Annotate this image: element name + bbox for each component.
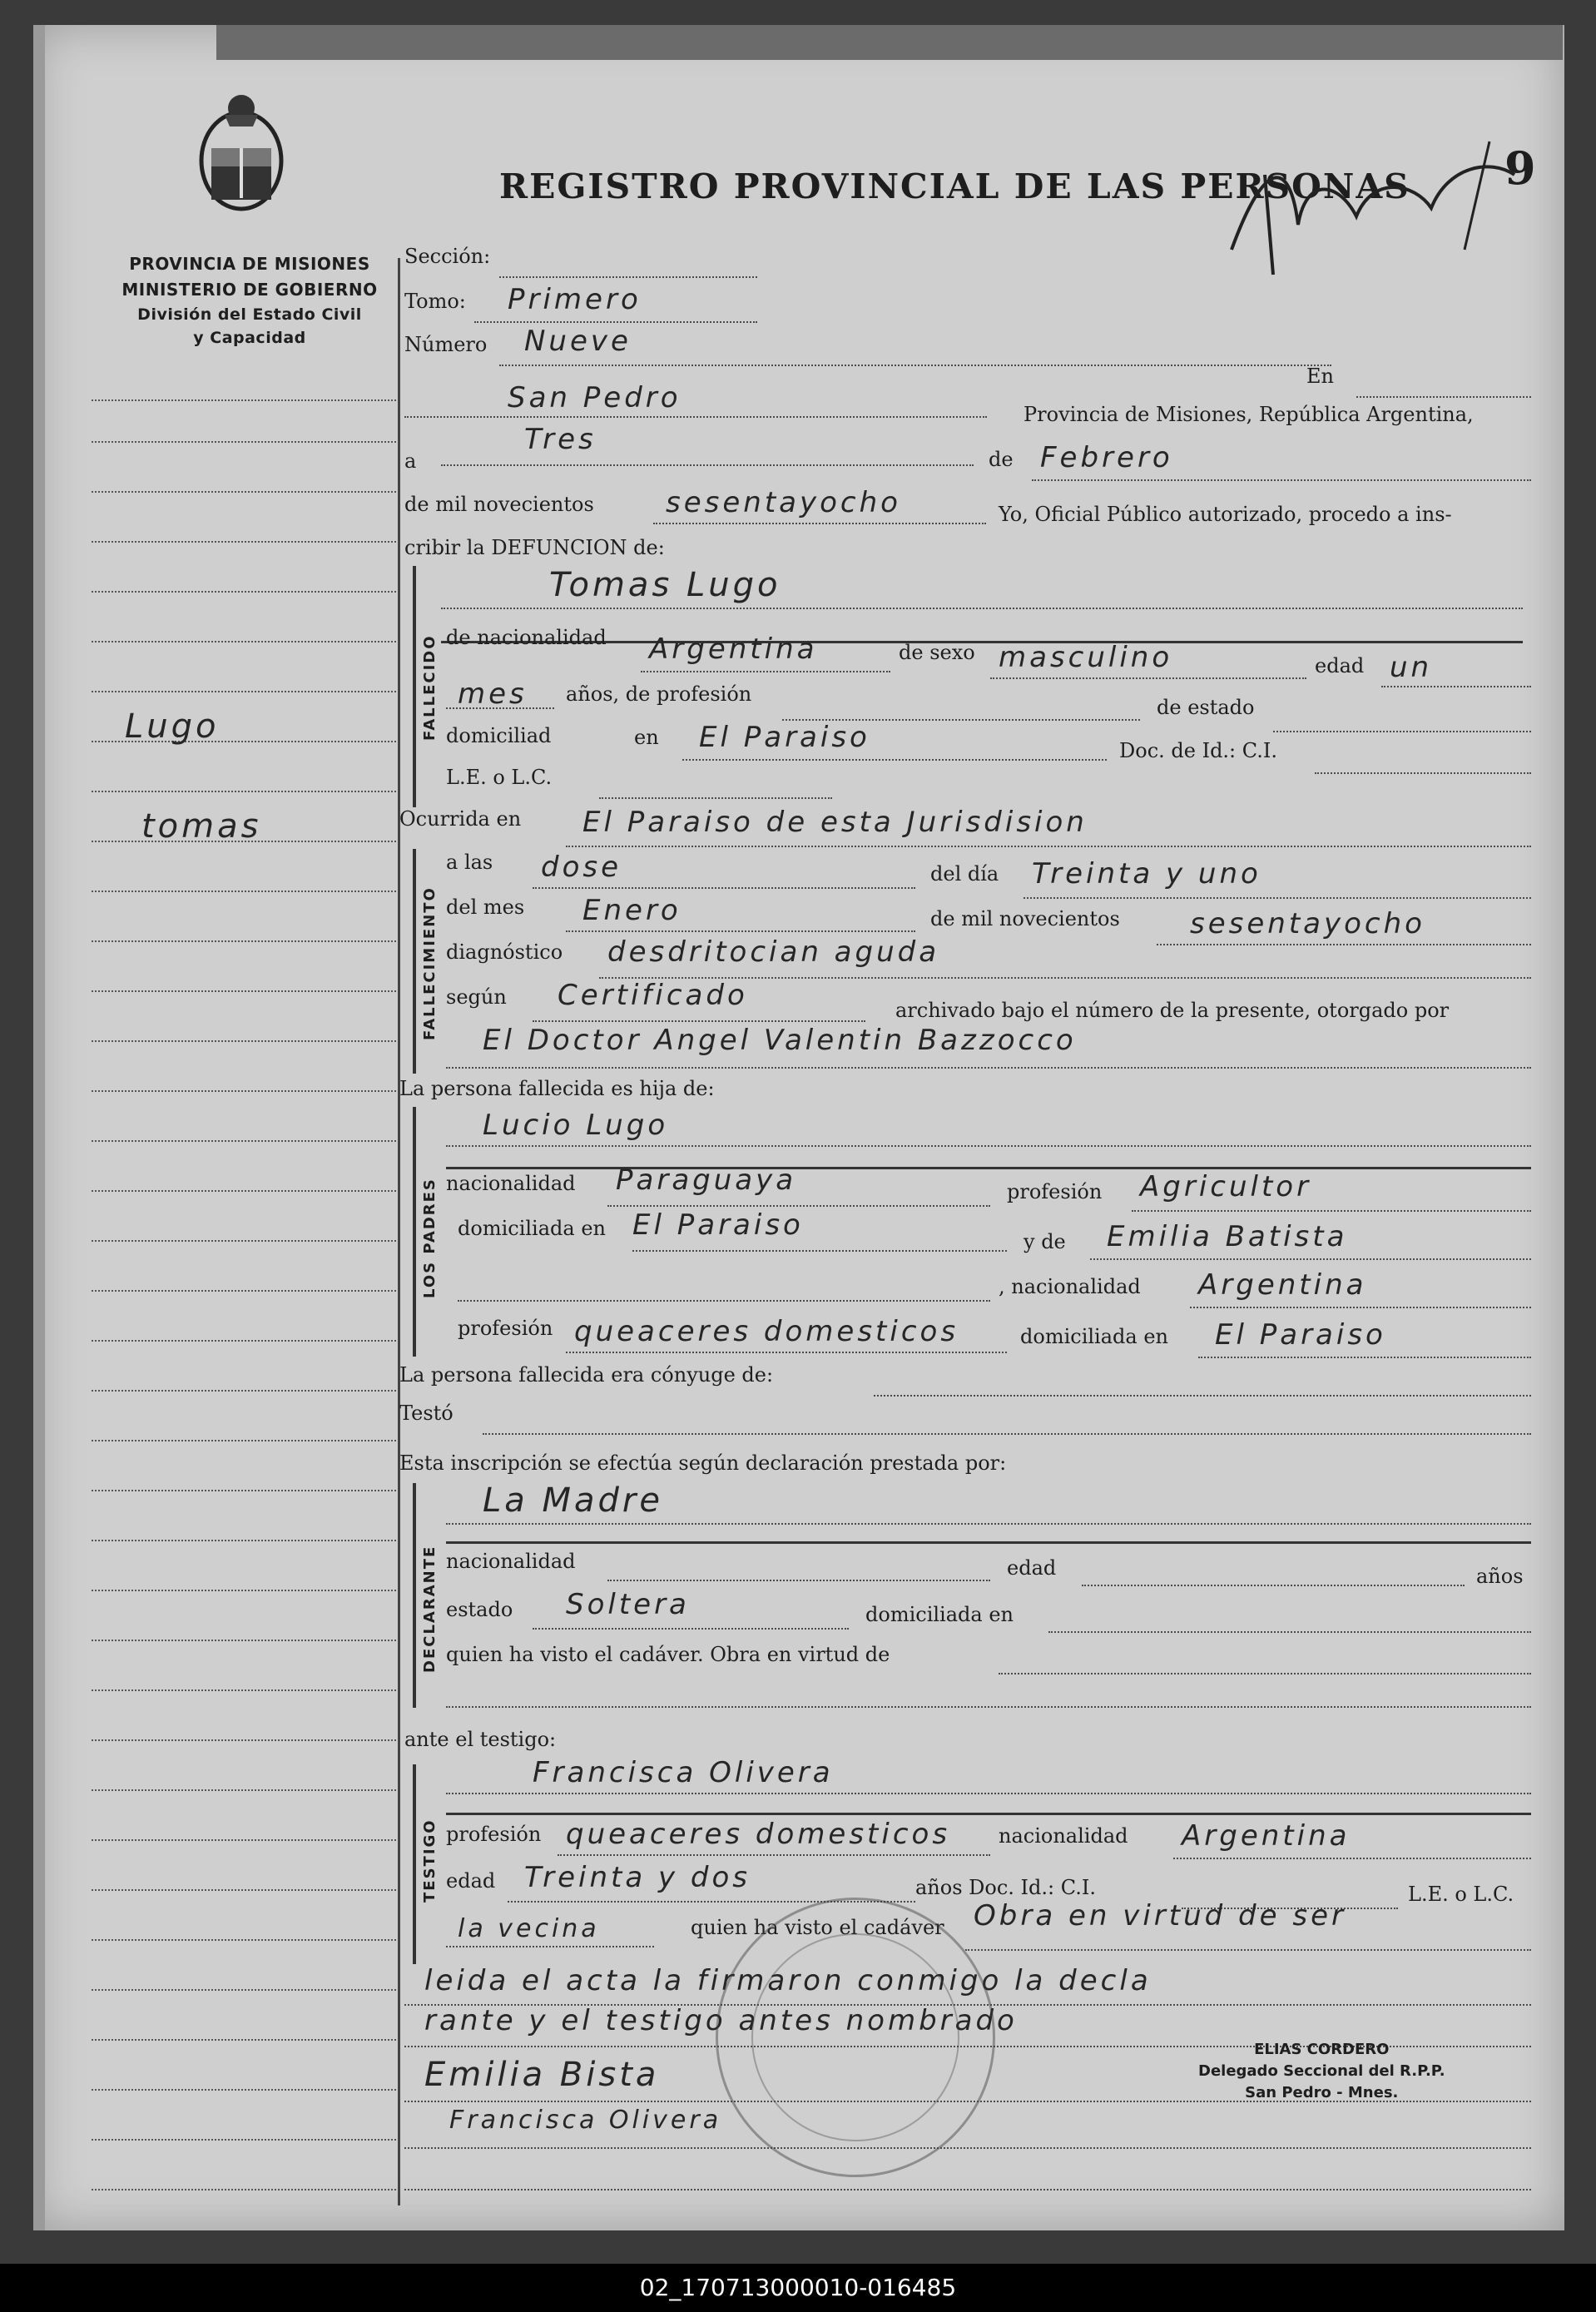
del-mes-label: del mes bbox=[446, 896, 525, 919]
inscripcion-label: Esta inscripción se efectúa según declaración prestada por: bbox=[399, 1451, 1007, 1475]
dia-line bbox=[441, 464, 974, 466]
lugar-value: San Pedro bbox=[508, 381, 682, 414]
madre-domicilio-value: El Paraiso bbox=[1215, 1318, 1386, 1352]
stub-line bbox=[92, 791, 399, 792]
stub-line bbox=[92, 1839, 399, 1841]
cierre-line2: rante y el testigo antes nombrado bbox=[424, 2004, 1018, 2037]
padre-value: Lucio Lugo bbox=[483, 1109, 669, 1142]
stub-line bbox=[92, 891, 399, 892]
oficial-label: Yo, Oficial Público autorizado, procedo a ins- bbox=[999, 503, 1452, 526]
le-lc-label: L.E. o L.C. bbox=[446, 766, 553, 789]
stub-line bbox=[92, 2189, 399, 2190]
stub-line bbox=[92, 1689, 399, 1691]
decl-visto-line bbox=[999, 1673, 1531, 1674]
coat-of-arms-icon bbox=[191, 90, 291, 215]
division-line1: División del Estado Civil bbox=[137, 305, 362, 324]
cribir-label: cribir la DEFUNCION de: bbox=[404, 536, 665, 559]
madre-nacionalidad-label: , nacionalidad bbox=[999, 1275, 1141, 1298]
stub-line bbox=[92, 2139, 399, 2141]
edad-label: edad bbox=[1315, 654, 1365, 677]
decl-anos-label: años bbox=[1476, 1565, 1524, 1588]
test-anos-label: años Doc. Id.: C.I. bbox=[915, 1876, 1096, 1899]
doc-id-label: Doc. de Id.: C.I. bbox=[1119, 739, 1278, 762]
stub-line bbox=[92, 1390, 399, 1392]
decl-domiciliada-line bbox=[1048, 1631, 1531, 1633]
padre-profesion-label: profesión bbox=[1007, 1180, 1103, 1203]
padre-domicilio-line bbox=[632, 1250, 1007, 1252]
division-line2: y Capacidad bbox=[193, 329, 306, 347]
ocurrida-line bbox=[566, 846, 1531, 847]
padre-line bbox=[446, 1145, 1531, 1147]
test-nacionalidad-value: Argentina bbox=[1182, 1819, 1351, 1853]
de-mil2-label: de mil novecientos bbox=[930, 907, 1120, 930]
decl-estado-line bbox=[533, 1628, 849, 1630]
madre-profesion-line bbox=[566, 1352, 1007, 1353]
decl-visto-label: quien ha visto el cadáver. Obra en virtud de bbox=[446, 1643, 890, 1666]
hora-value: dose bbox=[541, 851, 622, 884]
testo-line bbox=[483, 1433, 1531, 1435]
cierre-line1: leida el acta la firmaron conmigo la decla bbox=[424, 1964, 1152, 1997]
a-label: a bbox=[404, 449, 417, 473]
firma-extra-line bbox=[404, 2189, 1531, 2190]
numero-label: Número bbox=[404, 333, 488, 356]
padre-profesion-line bbox=[1132, 1210, 1531, 1212]
lugar-line bbox=[404, 416, 987, 418]
top-signature-icon bbox=[1215, 125, 1531, 300]
stub-line bbox=[92, 990, 399, 992]
decl-edad-line bbox=[1082, 1585, 1465, 1586]
official-stamp bbox=[716, 1898, 995, 2177]
doc-id-line bbox=[1315, 772, 1531, 774]
edad-value: un bbox=[1390, 651, 1433, 684]
stub-line bbox=[92, 1090, 399, 1092]
padre-nacionalidad-line bbox=[607, 1205, 990, 1207]
decl-nacionalidad-line bbox=[607, 1580, 990, 1581]
mes-value: Febrero bbox=[1040, 441, 1173, 474]
ante-testigo-label: ante el testigo: bbox=[404, 1728, 557, 1751]
sexo-value: masculino bbox=[999, 641, 1173, 674]
stub-line bbox=[92, 591, 399, 593]
test-profesion-line bbox=[558, 1854, 990, 1856]
stub-line bbox=[92, 1240, 399, 1242]
declarante-bracket bbox=[413, 1483, 416, 1708]
stub-line bbox=[92, 1739, 399, 1741]
nacionalidad-value: Argentina bbox=[649, 633, 818, 666]
hija-de-label: La persona fallecida es hija de: bbox=[399, 1077, 715, 1100]
provincia-label: Provincia de Misiones, República Argentina, bbox=[1024, 403, 1474, 426]
ocurrida-label: Ocurrida en bbox=[399, 807, 522, 831]
official-place: San Pedro - Mnes. bbox=[1245, 2084, 1399, 2101]
seccion-label: Sección: bbox=[404, 245, 491, 268]
nombre-line bbox=[441, 608, 1523, 609]
testigo-bracket bbox=[413, 1764, 416, 1964]
en-label: En bbox=[1306, 365, 1334, 388]
fallecido-nombre: Tomas Lugo bbox=[549, 566, 781, 604]
madre-blank-line bbox=[458, 1300, 990, 1302]
estado-line bbox=[1273, 731, 1531, 732]
stub-line bbox=[92, 2089, 399, 2091]
tomo-label: Tomo: bbox=[404, 290, 466, 313]
firma-madre: Emilia Bista bbox=[424, 2056, 660, 2094]
stub-line bbox=[92, 441, 399, 443]
numero-line bbox=[499, 365, 1331, 366]
mes-line bbox=[1032, 479, 1531, 481]
document-page bbox=[33, 25, 1564, 2230]
archivado-label: archivado bajo el número de la presente, otorgado por bbox=[895, 999, 1450, 1022]
segun-line bbox=[533, 1020, 865, 1022]
decl-estado-label: estado bbox=[446, 1598, 513, 1621]
decl-estado-value: Soltera bbox=[566, 1588, 690, 1621]
padres-bracket bbox=[413, 1107, 416, 1357]
padre-domicilio-value: El Paraiso bbox=[632, 1208, 804, 1242]
declarante-value: La Madre bbox=[483, 1481, 663, 1520]
firma-testigo-line bbox=[404, 2147, 1531, 2149]
stub-line bbox=[92, 1540, 399, 1541]
fallecido-side-label: FALLECIDO bbox=[421, 634, 439, 741]
seccion-line bbox=[499, 276, 757, 278]
stub-line bbox=[92, 1190, 399, 1192]
stub-line bbox=[92, 691, 399, 692]
stub-line bbox=[92, 641, 399, 642]
issuer-header bbox=[92, 251, 408, 350]
stub-line bbox=[92, 2039, 399, 2041]
padre-nacionalidad-value: Paraguaya bbox=[616, 1163, 797, 1197]
dia-fallecimiento-value: Treinta y uno bbox=[1032, 857, 1261, 891]
anio-fallecimiento-value: sesentayocho bbox=[1190, 907, 1425, 940]
mes-fallecimiento-line bbox=[566, 930, 915, 932]
madre-line bbox=[1090, 1258, 1531, 1260]
madre-profesion-label: profesión bbox=[458, 1317, 553, 1340]
nacionalidad-line bbox=[641, 671, 890, 672]
test-profesion-label: profesión bbox=[446, 1823, 542, 1846]
dia-value: Tres bbox=[524, 423, 597, 456]
document-title: REGISTRO PROVINCIAL DE LAS PERSONAS bbox=[499, 166, 1410, 206]
padres-side-label: LOS PADRES bbox=[421, 1178, 439, 1298]
test-nacionalidad-line bbox=[1173, 1858, 1531, 1859]
conyuge-line bbox=[874, 1395, 1531, 1397]
segun-label: según bbox=[446, 985, 507, 1009]
diagnostico-value: desdritocian aguda bbox=[607, 935, 940, 969]
official-stamp-inner bbox=[751, 1933, 959, 2141]
hora-line bbox=[533, 887, 915, 889]
le-lc-line bbox=[599, 797, 832, 799]
stub-line bbox=[92, 1340, 399, 1342]
madre-profesion-value: queaceres domesticos bbox=[574, 1315, 959, 1348]
domicilio-value: El Paraiso bbox=[699, 721, 870, 754]
medico-value: El Doctor Angel Valentin Bazzocco bbox=[483, 1024, 1077, 1057]
margin-divider bbox=[398, 258, 400, 2205]
ministry-name: MINISTERIO DE GOBIERNO bbox=[121, 280, 378, 300]
official-title: Delegado Seccional del R.P.P. bbox=[1198, 2062, 1445, 2080]
test-profesion-value: queaceres domesticos bbox=[566, 1818, 951, 1851]
file-id-bar bbox=[0, 2264, 1596, 2312]
de-label: de bbox=[989, 448, 1014, 471]
segun-value: Certificado bbox=[558, 979, 748, 1012]
anio-value: sesentayocho bbox=[666, 486, 901, 519]
stub-line bbox=[92, 1789, 399, 1791]
fallecido-bracket bbox=[413, 566, 416, 807]
stub-line bbox=[92, 541, 399, 543]
en2-label: en bbox=[634, 726, 659, 749]
edad-unidad-line bbox=[446, 707, 554, 709]
sexo-line bbox=[990, 677, 1306, 679]
y-de-label: y de bbox=[1024, 1230, 1066, 1253]
stub-line bbox=[92, 1989, 399, 1991]
declarante-line bbox=[446, 1523, 1531, 1525]
stub-line bbox=[92, 1590, 399, 1591]
test-visto-label: quien ha visto el cadáver bbox=[691, 1916, 944, 1939]
official-signature-block bbox=[1198, 2039, 1445, 2104]
edad-line bbox=[1381, 686, 1531, 687]
testo-label: Testó bbox=[399, 1402, 454, 1425]
testigo-underline bbox=[446, 1813, 1531, 1815]
nacionalidad-label: de nacionalidad bbox=[446, 626, 607, 649]
madre-nacionalidad-value: Argentina bbox=[1198, 1268, 1367, 1302]
official-name: ELIAS CORDERO bbox=[1254, 2041, 1390, 2058]
padre-profesion-value: Agricultor bbox=[1140, 1170, 1312, 1203]
test-vecina-value: la vecina bbox=[458, 1914, 600, 1943]
margin-given-name: tomas bbox=[141, 807, 262, 846]
binding-strip bbox=[216, 25, 1563, 60]
testigo-value: Francisca Olivera bbox=[533, 1756, 834, 1789]
profesion-label: años, de profesión bbox=[566, 682, 752, 706]
anio-line bbox=[653, 523, 986, 524]
test-vecina-line bbox=[446, 1946, 654, 1947]
stub-line bbox=[92, 940, 399, 942]
padre-nacionalidad-label: nacionalidad bbox=[446, 1172, 576, 1195]
testigo-line bbox=[446, 1793, 1531, 1794]
stub-line bbox=[92, 1889, 399, 1891]
decl-edad-label: edad bbox=[1007, 1556, 1057, 1580]
domicilio-line bbox=[682, 759, 1107, 761]
test-nacionalidad-label: nacionalidad bbox=[999, 1824, 1128, 1848]
stub-line bbox=[92, 399, 399, 401]
decl-domiciliada-label: domiciliada en bbox=[865, 1603, 1014, 1626]
stub-line bbox=[92, 1490, 399, 1491]
de-mil-label: de mil novecientos bbox=[404, 493, 594, 516]
madre-domiciliada-label: domiciliada en bbox=[1020, 1325, 1168, 1348]
test-obra-value: Obra en virtud de ser bbox=[974, 1899, 1346, 1932]
firma-testigo: Francisca Olivera bbox=[449, 2106, 722, 2135]
file-id: 02_170713000010-016485 bbox=[639, 2274, 957, 2301]
province-name: PROVINCIA DE MISIONES bbox=[129, 254, 370, 274]
tomo-line bbox=[474, 321, 757, 323]
stub-line bbox=[92, 491, 399, 493]
test-edad-value: Treinta y dos bbox=[524, 1861, 751, 1894]
test-obra-line bbox=[965, 1949, 1531, 1951]
margin-surname: Lugo bbox=[125, 707, 220, 746]
diagnostico-label: diagnóstico bbox=[446, 940, 563, 964]
numero-value: Nueve bbox=[524, 325, 632, 358]
test-edad-label: edad bbox=[446, 1869, 496, 1893]
testigo-side-label: TESTIGO bbox=[421, 1818, 439, 1903]
en-line bbox=[1356, 396, 1531, 398]
padre-underline bbox=[446, 1167, 1531, 1169]
stub-line bbox=[92, 1440, 399, 1441]
fallecimiento-bracket bbox=[413, 849, 416, 1074]
del-dia-label: del día bbox=[930, 862, 999, 886]
declarante-side-label: DECLARANTE bbox=[421, 1545, 439, 1673]
page-edge bbox=[33, 25, 45, 2230]
decl-nacionalidad-label: nacionalidad bbox=[446, 1550, 576, 1573]
estado-label: de estado bbox=[1157, 696, 1255, 719]
sexo-label: de sexo bbox=[899, 641, 975, 664]
madre-value: Emilia Batista bbox=[1107, 1220, 1348, 1253]
ocurrida-value: El Paraiso de esta Jurisdision bbox=[582, 806, 1088, 839]
dia-fallecimiento-line bbox=[1024, 897, 1531, 899]
page-number: 9 bbox=[1504, 141, 1536, 195]
stub-line bbox=[92, 1290, 399, 1292]
domiciliad-label: domiciliad bbox=[446, 724, 552, 747]
anio-fallecimiento-line bbox=[1157, 944, 1531, 945]
stub-line bbox=[92, 1140, 399, 1142]
declarante-underline bbox=[446, 1541, 1531, 1544]
tomo-value: Primero bbox=[508, 283, 642, 316]
madre-domicilio-line bbox=[1198, 1357, 1531, 1358]
madre-nacionalidad-line bbox=[1190, 1307, 1531, 1308]
medico-line bbox=[446, 1067, 1531, 1069]
stub-line bbox=[92, 1939, 399, 1941]
stub-line bbox=[92, 1040, 399, 1042]
mes-fallecimiento-value: Enero bbox=[582, 894, 682, 927]
edad-unidad-value: mes bbox=[458, 677, 528, 711]
a-las-label: a las bbox=[446, 851, 493, 874]
decl-extra-line bbox=[446, 1706, 1531, 1708]
test-le-label: L.E. o L.C. bbox=[1408, 1883, 1514, 1906]
fallecimiento-side-label: FALLECIMIENTO bbox=[421, 886, 439, 1040]
padre-domiciliada-label: domiciliada en bbox=[458, 1217, 606, 1240]
stub-line bbox=[92, 1640, 399, 1641]
conyuge-label: La persona fallecida era cónyuge de: bbox=[399, 1363, 774, 1387]
